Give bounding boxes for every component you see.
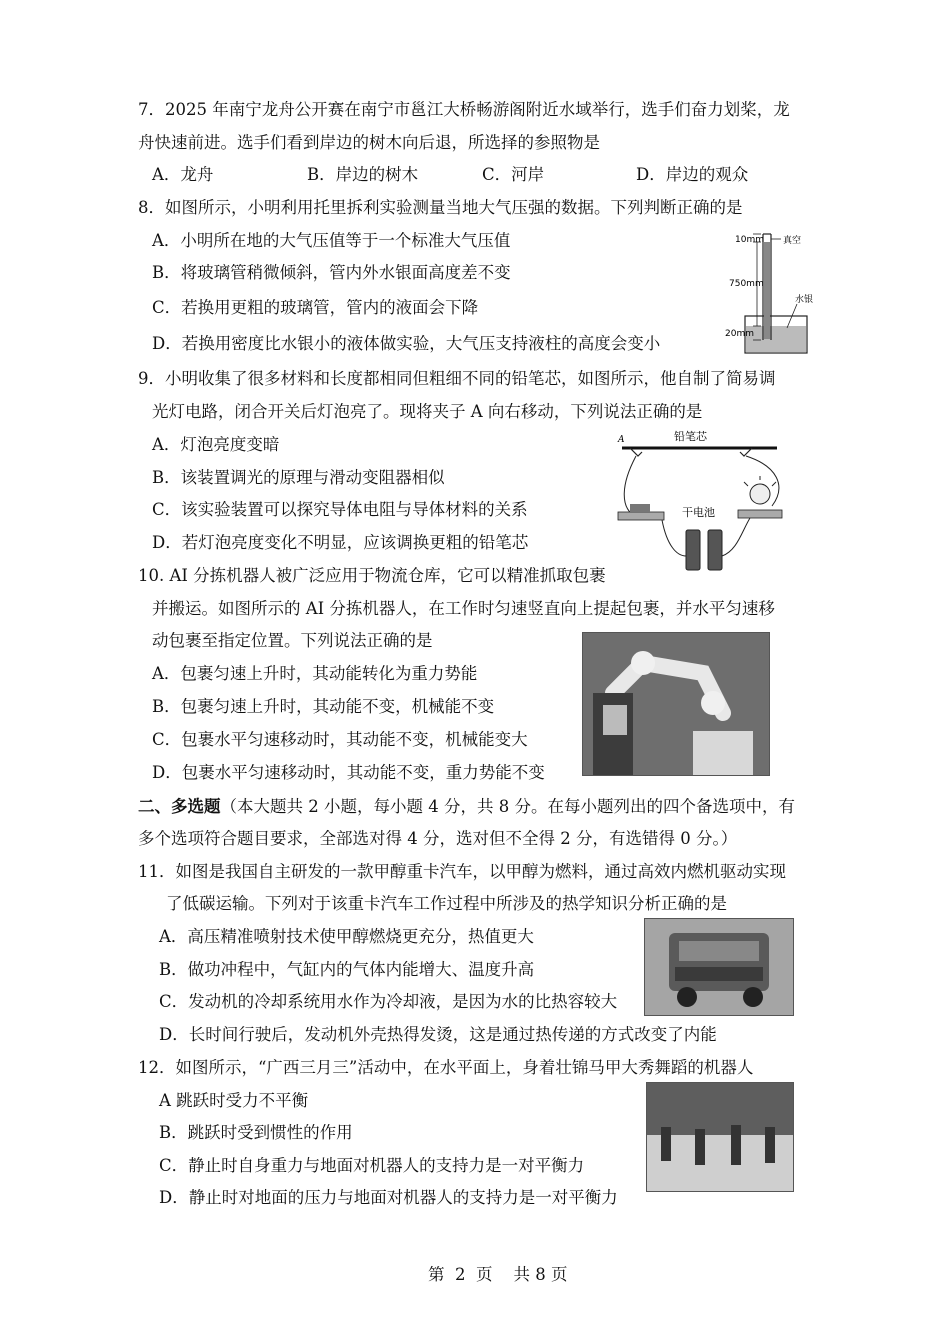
q9-option-c: C．该实验装置可以探究导体电阻与导体材料的关系 [152, 500, 528, 519]
q7-stem-line2: 舟快速前进。选手们看到岸边的树木向后退，所选择的参照物是 [138, 133, 600, 152]
robot-arm-photo [582, 632, 770, 776]
dimmer-circuit-figure [612, 426, 797, 572]
section2-header [138, 796, 795, 818]
q8-label-mercury: 水银 [795, 295, 814, 305]
q10-stem-line3: 动包裹至指定位置。下列说法正确的是 [152, 631, 433, 650]
q8-option-b: B．将玻璃管稍微倾斜，管内外水银面高度差不变 [152, 263, 511, 282]
q9-label-clip: A [618, 435, 625, 445]
section2-instructions-line1: （本大题共 2 小题，每小题 4 分，共 8 分。在每小题列出的四个备选项中，有 [220, 797, 795, 816]
q10-option-d: D．包裹水平匀速移动时，其动能不变，重力势能不变 [152, 763, 545, 782]
q12-stem: 12．如图所示，“广西三月三”活动中，在水平面上，身着壮锦马甲大秀舞蹈的机器人 [138, 1058, 754, 1077]
q9-stem-line1: 9．小明收集了很多材料和长度都相同但粗细不同的铅笔芯，如图所示，他自制了简易调 [138, 369, 776, 388]
page-number-footer: 第 2 页 共 8 页 [428, 1265, 568, 1284]
q7-option-d: D．岸边的观众 [636, 165, 749, 184]
q9-option-d: D．若灯泡亮度变化不明显，应该调换更粗的铅笔芯 [152, 533, 529, 552]
q11-option-d: D．长时间行驶后，发动机外壳热得发烫，这是通过热传递的方式改变了内能 [159, 1025, 717, 1044]
q12-option-d: D．静止时对地面的压力与地面对机器人的支持力是一对平衡力 [159, 1188, 618, 1207]
q8-label-height: 750mm [729, 279, 764, 289]
q9-option-b: B．该装置调光的原理与滑动变阻器相似 [152, 468, 445, 487]
q12-option-b: B．跳跃时受到惯性的作用 [159, 1123, 353, 1142]
q7-option-a: A．龙舟 [152, 165, 214, 184]
q9-option-a: A．灯泡亮度变暗 [152, 435, 280, 454]
torricelli-figure [725, 228, 825, 358]
q11-option-c: C．发动机的冷却系统用水作为冷却液，是因为水的比热容较大 [159, 992, 618, 1011]
section2-title: 二、多选题 [138, 797, 221, 816]
section2-instructions-line2: 多个选项符合题目要求，全部选对得 4 分，选对但不全得 2 分，有选错得 0 分。） [138, 829, 738, 848]
q7-option-c: C．河岸 [482, 165, 545, 184]
q8-label-bottom: 20mm [725, 329, 754, 339]
methanol-truck-photo [644, 918, 794, 1016]
q10-stem-line1: 10. AI 分拣机器人被广泛应用于物流仓库，它可以精准抓取包裹 [138, 566, 606, 585]
dancing-robots-photo [646, 1082, 794, 1192]
q10-stem-line2: 并搬运。如图所示的 AI 分拣机器人，在工作时匀速竖直向上提起包裹，并水平匀速移 [152, 599, 775, 618]
q8-label-top-gap: 10mm [735, 235, 764, 245]
q12-option-c: C．静止时自身重力与地面对机器人的支持力是一对平衡力 [159, 1156, 585, 1175]
q8-option-a: A．小明所在地的大气压值等于一个标准大气压值 [152, 231, 511, 250]
q8-option-d: D．若换用密度比水银小的液体做实验，大气压支持液柱的高度会变小 [152, 334, 661, 353]
q10-option-b: B．包裹匀速上升时，其动能不变，机械能不变 [152, 697, 495, 716]
q9-stem-line2: 光灯电路，闭合开关后灯泡亮了。现将夹子 A 向右移动，下列说法正确的是 [152, 402, 703, 421]
q10-option-a: A．包裹匀速上升时，其动能转化为重力势能 [152, 664, 478, 683]
q11-stem-line1: 11．如图是我国自主研发的一款甲醇重卡汽车，以甲醇为燃料，通过高效内燃机驱动实现 [138, 862, 786, 881]
q7-option-b: B．岸边的树木 [307, 165, 419, 184]
q8-label-vacuum: 真空 [783, 236, 802, 246]
q12-option-a: A 跳跃时受力不平衡 [159, 1091, 309, 1110]
q9-label-lead: 铅笔芯 [674, 430, 707, 443]
q10-option-c: C．包裹水平匀速移动时，其动能不变，机械能变大 [152, 730, 528, 749]
q9-label-battery: 干电池 [682, 506, 715, 519]
q8-option-c: C．若换用更粗的玻璃管，管内的液面会下降 [152, 298, 479, 317]
q11-option-a: A．高压精准喷射技术使甲醇燃烧更充分，热值更大 [159, 927, 534, 946]
q11-stem-line2: 了低碳运输。下列对于该重卡汽车工作过程中所涉及的热学知识分析正确的是 [166, 894, 727, 913]
q11-option-b: B．做功冲程中，气缸内的气体内能增大、温度升高 [159, 960, 535, 979]
q7-stem-line1: 7．2025 年南宁龙舟公开赛在南宁市邕江大桥畅游阁附近水域举行，选手们奋力划桨，龙 [138, 100, 790, 119]
q8-stem: 8．如图所示，小明利用托里拆利实验测量当地大气压强的数据。下列判断正确的是 [138, 198, 743, 217]
